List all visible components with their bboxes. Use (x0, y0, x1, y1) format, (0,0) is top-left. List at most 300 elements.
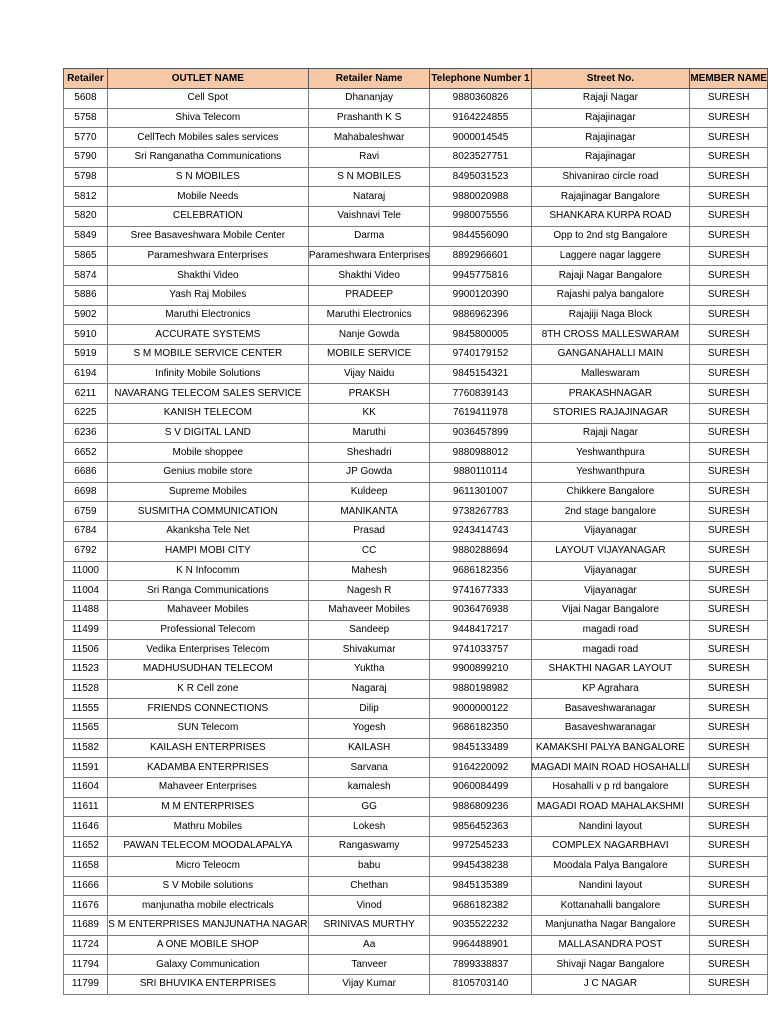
telephone-cell[interactable]: 9844556090 (430, 226, 531, 246)
outlet-name-cell[interactable]: ACCURATE SYSTEMS (107, 325, 308, 345)
table-row (64, 443, 768, 463)
telephone-cell[interactable]: 8495031523 (430, 167, 531, 187)
member-name-cell[interactable]: SURESH (690, 246, 768, 266)
retailer-id-cell[interactable]: 6652 (64, 443, 108, 463)
street-cell[interactable]: Rajaji Nagar (531, 423, 690, 443)
member-name-cell[interactable]: SURESH (690, 305, 768, 325)
street-cell[interactable]: SHANKARA KURPA ROAD (531, 207, 690, 227)
member-name-cell[interactable]: SURESH (690, 207, 768, 227)
retailer-id-cell[interactable]: 5798 (64, 167, 108, 187)
header-outlet-name[interactable]: OUTLET NAME (107, 69, 308, 89)
retailer-id-cell[interactable]: 6194 (64, 364, 108, 384)
retailer-id-cell[interactable]: 11646 (64, 817, 108, 837)
outlet-name-cell[interactable]: Mobile shoppee (107, 443, 308, 463)
member-name-cell[interactable]: SURESH (690, 600, 768, 620)
street-cell[interactable]: Basaveshwaranagar (531, 699, 690, 719)
street-cell[interactable]: Laggere nagar laggere (531, 246, 690, 266)
street-cell[interactable]: Vijai Nagar Bangalore (531, 600, 690, 620)
retailer-id-cell[interactable]: 5758 (64, 108, 108, 128)
outlet-name-cell[interactable]: SUSMITHA COMMUNICATION (107, 502, 308, 522)
retailer-id-cell[interactable]: 11499 (64, 620, 108, 640)
retailer-name-cell[interactable]: Aa (308, 935, 430, 955)
telephone-cell[interactable]: 8023527751 (430, 148, 531, 168)
member-name-cell[interactable]: SURESH (690, 719, 768, 739)
telephone-cell[interactable]: 9035522232 (430, 915, 531, 935)
telephone-cell[interactable]: 9845800005 (430, 325, 531, 345)
retailer-name-cell[interactable]: Darma (308, 226, 430, 246)
street-cell[interactable]: Vijayanagar (531, 522, 690, 542)
outlet-name-cell[interactable]: MADHUSUDHAN TELECOM (107, 659, 308, 679)
telephone-cell[interactable]: 9000000122 (430, 699, 531, 719)
telephone-cell[interactable]: 9741677333 (430, 581, 531, 601)
street-cell[interactable]: KAMAKSHI PALYA BANGALORE (531, 738, 690, 758)
header-street-no[interactable]: Street No. (531, 69, 690, 89)
telephone-cell[interactable]: 9964488901 (430, 935, 531, 955)
table-row (64, 148, 768, 168)
retailer-id-cell[interactable]: 5874 (64, 266, 108, 286)
retailer-name-cell[interactable]: Nataraj (308, 187, 430, 207)
retailer-id-cell[interactable]: 11004 (64, 581, 108, 601)
outlet-name-cell[interactable]: Mobile Needs (107, 187, 308, 207)
member-name-cell[interactable]: SURESH (690, 344, 768, 364)
retailer-name-cell[interactable]: KAILASH (308, 738, 430, 758)
street-cell[interactable]: Hosahalli v p rd bangalore (531, 778, 690, 798)
telephone-cell[interactable]: 9880288694 (430, 541, 531, 561)
outlet-name-cell[interactable]: K N Infocomm (107, 561, 308, 581)
outlet-name-cell[interactable]: Sri Ranga Communications (107, 581, 308, 601)
telephone-cell[interactable]: 9686182382 (430, 896, 531, 916)
telephone-cell[interactable]: 7899338837 (430, 955, 531, 975)
outlet-name-cell[interactable]: Maruthi Electronics (107, 305, 308, 325)
street-cell[interactable]: MAGADI MAIN ROAD HOSAHALLI (531, 758, 690, 778)
retailer-id-cell[interactable]: 11652 (64, 837, 108, 857)
retailer-id-cell[interactable]: 11676 (64, 896, 108, 916)
outlet-name-cell[interactable]: PAWAN TELECOM MOODALAPALYA (107, 837, 308, 857)
street-cell[interactable]: Yeshwanthpura (531, 443, 690, 463)
telephone-cell[interactable]: 9448417217 (430, 620, 531, 640)
telephone-cell[interactable]: 9243414743 (430, 522, 531, 542)
telephone-cell[interactable]: 9900120390 (430, 285, 531, 305)
table-row (64, 226, 768, 246)
outlet-name-cell[interactable]: Mahaveer Mobiles (107, 600, 308, 620)
street-cell[interactable]: Kottanahalli bangalore (531, 896, 690, 916)
retailer-id-cell[interactable]: 5849 (64, 226, 108, 246)
outlet-name-cell[interactable]: SUN Telecom (107, 719, 308, 739)
telephone-cell[interactable]: 9036476938 (430, 600, 531, 620)
member-name-cell[interactable]: SURESH (690, 876, 768, 896)
member-name-cell[interactable]: SURESH (690, 364, 768, 384)
retailer-name-cell[interactable]: Mahaveer Mobiles (308, 600, 430, 620)
table-row (64, 620, 768, 640)
table-row (64, 817, 768, 837)
telephone-cell[interactable]: 9886962396 (430, 305, 531, 325)
member-name-cell[interactable]: SURESH (690, 699, 768, 719)
retailer-name-cell[interactable]: Ravi (308, 148, 430, 168)
outlet-name-cell[interactable]: Professional Telecom (107, 620, 308, 640)
telephone-cell[interactable]: 7760839143 (430, 384, 531, 404)
telephone-cell[interactable]: 9845133489 (430, 738, 531, 758)
outlet-name-cell[interactable]: Shakthi Video (107, 266, 308, 286)
retailer-id-cell[interactable]: 5886 (64, 285, 108, 305)
member-name-cell[interactable]: SURESH (690, 974, 768, 994)
telephone-cell[interactable]: 9856452363 (430, 817, 531, 837)
outlet-name-cell[interactable]: CellTech Mobiles sales services (107, 128, 308, 148)
outlet-name-cell[interactable]: Supreme Mobiles (107, 482, 308, 502)
outlet-name-cell[interactable]: HAMPI MOBI CITY (107, 541, 308, 561)
outlet-name-cell[interactable]: SRI BHUVIKA ENTERPRISES (107, 974, 308, 994)
member-name-cell[interactable]: SURESH (690, 581, 768, 601)
telephone-cell[interactable]: 9164224855 (430, 108, 531, 128)
street-cell[interactable]: Rajaji Nagar (531, 89, 690, 109)
outlet-name-cell[interactable]: Vedika Enterprises Telecom (107, 640, 308, 660)
table-row (64, 325, 768, 345)
member-name-cell[interactable]: SURESH (690, 108, 768, 128)
retailer-id-cell[interactable]: 5919 (64, 344, 108, 364)
outlet-name-cell[interactable]: Micro Teleocm (107, 856, 308, 876)
street-cell[interactable]: Rajajinagar (531, 148, 690, 168)
outlet-name-cell[interactable]: Akanksha Tele Net (107, 522, 308, 542)
member-name-cell[interactable]: SURESH (690, 659, 768, 679)
retailer-id-cell[interactable]: 11523 (64, 659, 108, 679)
street-cell[interactable]: Shivanirao circle road (531, 167, 690, 187)
table-row (64, 404, 768, 424)
retailer-name-cell[interactable]: Maruthi Electronics (308, 305, 430, 325)
street-cell[interactable]: Rajaji Nagar Bangalore (531, 266, 690, 286)
street-cell[interactable]: J C NAGAR (531, 974, 690, 994)
outlet-name-cell[interactable]: A ONE MOBILE SHOP (107, 935, 308, 955)
retailer-name-cell[interactable]: MOBILE SERVICE (308, 344, 430, 364)
retailer-id-cell[interactable]: 11658 (64, 856, 108, 876)
retailer-name-cell[interactable]: CC (308, 541, 430, 561)
table-row (64, 659, 768, 679)
member-name-cell[interactable]: SURESH (690, 384, 768, 404)
member-name-cell[interactable]: SURESH (690, 423, 768, 443)
telephone-cell[interactable]: 9741033757 (430, 640, 531, 660)
outlet-name-cell[interactable]: manjunatha mobile electricals (107, 896, 308, 916)
retailer-id-cell[interactable]: 11565 (64, 719, 108, 739)
retailer-name-cell[interactable]: Sandeep (308, 620, 430, 640)
outlet-name-cell[interactable]: Galaxy Communication (107, 955, 308, 975)
street-cell[interactable]: PRAKASHNAGAR (531, 384, 690, 404)
member-name-cell[interactable]: SURESH (690, 443, 768, 463)
telephone-cell[interactable]: 9880198982 (430, 679, 531, 699)
retailer-id-cell[interactable]: 5902 (64, 305, 108, 325)
member-name-cell[interactable]: SURESH (690, 640, 768, 660)
outlet-name-cell[interactable]: Mathru Mobiles (107, 817, 308, 837)
street-cell[interactable]: Rajajiji Naga Block (531, 305, 690, 325)
header-retailer[interactable]: Retailer (64, 69, 108, 89)
retailer-name-cell[interactable]: Mahabaleshwar (308, 128, 430, 148)
telephone-cell[interactable]: 9686182350 (430, 719, 531, 739)
member-name-cell[interactable]: SURESH (690, 266, 768, 286)
street-cell[interactable]: Vijayanagar (531, 561, 690, 581)
street-cell[interactable]: MAGADI ROAD MAHALAKSHMI (531, 797, 690, 817)
member-name-cell[interactable]: SURESH (690, 778, 768, 798)
retailer-name-cell[interactable]: Chethan (308, 876, 430, 896)
street-cell[interactable]: Rajashi palya bangalore (531, 285, 690, 305)
retailer-name-cell[interactable]: SRINIVAS MURTHY (308, 915, 430, 935)
retailer-name-cell[interactable]: Shakthi Video (308, 266, 430, 286)
member-name-cell[interactable]: SURESH (690, 817, 768, 837)
outlet-name-cell[interactable]: Parameshwara Enterprises (107, 246, 308, 266)
telephone-cell[interactable]: 9945775816 (430, 266, 531, 286)
retailer-id-cell[interactable]: 5910 (64, 325, 108, 345)
telephone-cell[interactable]: 9900899210 (430, 659, 531, 679)
retailer-name-cell[interactable]: Prasad (308, 522, 430, 542)
street-cell[interactable]: Moodala Palya Bangalore (531, 856, 690, 876)
street-cell[interactable]: Chikkere Bangalore (531, 482, 690, 502)
table-row (64, 246, 768, 266)
retailer-name-cell[interactable]: Tanveer (308, 955, 430, 975)
retailer-name-cell[interactable]: Shivakumar (308, 640, 430, 660)
table-row (64, 463, 768, 483)
retailer-name-cell[interactable]: PRAKSH (308, 384, 430, 404)
spreadsheet (63, 68, 768, 995)
member-name-cell[interactable]: SURESH (690, 620, 768, 640)
retailer-id-cell[interactable]: 6211 (64, 384, 108, 404)
retailer-id-cell[interactable]: 5770 (64, 128, 108, 148)
street-cell[interactable]: Nandini layout (531, 817, 690, 837)
retailer-id-cell[interactable]: 5820 (64, 207, 108, 227)
retailer-name-cell[interactable]: JP Gowda (308, 463, 430, 483)
outlet-name-cell[interactable]: Sree Basaveshwara Mobile Center (107, 226, 308, 246)
retailer-id-cell[interactable]: 6792 (64, 541, 108, 561)
outlet-name-cell[interactable]: Yash Raj Mobiles (107, 285, 308, 305)
retailer-id-cell[interactable]: 5608 (64, 89, 108, 109)
telephone-cell[interactable]: 9980075556 (430, 207, 531, 227)
retailer-name-cell[interactable]: kamalesh (308, 778, 430, 798)
street-cell[interactable]: COMPLEX NAGARBHAVI (531, 837, 690, 857)
member-name-cell[interactable]: SURESH (690, 837, 768, 857)
outlet-name-cell[interactable]: KANISH TELECOM (107, 404, 308, 424)
retailer-name-cell[interactable]: Dilip (308, 699, 430, 719)
outlet-name-cell[interactable]: CELEBRATION (107, 207, 308, 227)
outlet-name-cell[interactable]: S M MOBILE SERVICE CENTER (107, 344, 308, 364)
retailer-name-cell[interactable]: Dhananjay (308, 89, 430, 109)
retailer-name-cell[interactable]: Nagaraj (308, 679, 430, 699)
retailer-name-cell[interactable]: Kuldeep (308, 482, 430, 502)
telephone-cell[interactable]: 9845135389 (430, 876, 531, 896)
table-row (64, 915, 768, 935)
street-cell[interactable]: Rajajinagar Bangalore (531, 187, 690, 207)
telephone-cell[interactable]: 9164220092 (430, 758, 531, 778)
outlet-name-cell[interactable]: M M ENTERPRISES (107, 797, 308, 817)
outlet-name-cell[interactable]: Shiva Telecom (107, 108, 308, 128)
telephone-cell[interactable]: 7619411978 (430, 404, 531, 424)
retailer-name-cell[interactable]: Nanje Gowda (308, 325, 430, 345)
member-name-cell[interactable]: SURESH (690, 679, 768, 699)
table-row (64, 167, 768, 187)
table-row (64, 837, 768, 857)
street-cell[interactable]: Opp to 2nd stg Bangalore (531, 226, 690, 246)
retailer-id-cell[interactable]: 6686 (64, 463, 108, 483)
street-cell[interactable]: magadi road (531, 620, 690, 640)
retailer-id-cell[interactable]: 11611 (64, 797, 108, 817)
member-name-cell[interactable]: SURESH (690, 128, 768, 148)
outlet-name-cell[interactable]: S M ENTERPRISES MANJUNATHA NAGAR (107, 915, 308, 935)
retailer-name-cell[interactable]: Vinod (308, 896, 430, 916)
outlet-name-cell[interactable]: KADAMBA ENTERPRISES (107, 758, 308, 778)
telephone-cell[interactable]: 9845154321 (430, 364, 531, 384)
retailer-id-cell[interactable]: 11666 (64, 876, 108, 896)
member-name-cell[interactable]: SURESH (690, 482, 768, 502)
street-cell[interactable]: Malleswaram (531, 364, 690, 384)
retailer-name-cell[interactable]: Parameshwara Enterprises (308, 246, 430, 266)
retailer-name-cell[interactable]: Vijay Naidu (308, 364, 430, 384)
member-name-cell[interactable]: SURESH (690, 915, 768, 935)
member-name-cell[interactable]: SURESH (690, 955, 768, 975)
member-name-cell[interactable]: SURESH (690, 797, 768, 817)
retailer-id-cell[interactable]: 6236 (64, 423, 108, 443)
member-name-cell[interactable]: SURESH (690, 89, 768, 109)
table-row (64, 285, 768, 305)
table-row (64, 719, 768, 739)
outlet-name-cell[interactable]: S V DIGITAL LAND (107, 423, 308, 443)
street-cell[interactable]: Manjunatha Nagar Bangalore (531, 915, 690, 935)
retailer-id-cell[interactable]: 5812 (64, 187, 108, 207)
retailer-name-cell[interactable]: Yogesh (308, 719, 430, 739)
retailer-id-cell[interactable]: 6698 (64, 482, 108, 502)
outlet-name-cell[interactable]: Cell Spot (107, 89, 308, 109)
retailer-name-cell[interactable]: Vijay Kumar (308, 974, 430, 994)
table-row (64, 89, 768, 109)
street-cell[interactable]: MALLASANDRA POST (531, 935, 690, 955)
member-name-cell[interactable]: SURESH (690, 502, 768, 522)
retailer-id-cell[interactable]: 11555 (64, 699, 108, 719)
street-cell[interactable]: SHAKTHI NAGAR LAYOUT (531, 659, 690, 679)
retailer-id-cell[interactable]: 6759 (64, 502, 108, 522)
retailer-id-cell[interactable]: 11582 (64, 738, 108, 758)
retailer-name-cell[interactable]: S N MOBILES (308, 167, 430, 187)
telephone-cell[interactable]: 9740179152 (430, 344, 531, 364)
retailer-name-cell[interactable]: PRADEEP (308, 285, 430, 305)
outlet-name-cell[interactable]: FRIENDS CONNECTIONS (107, 699, 308, 719)
telephone-cell[interactable]: 9945438238 (430, 856, 531, 876)
retailer-id-cell[interactable]: 11488 (64, 600, 108, 620)
header-member-name[interactable]: MEMBER NAME (690, 69, 768, 89)
street-cell[interactable]: Vijayanagar (531, 581, 690, 601)
member-name-cell[interactable]: SURESH (690, 226, 768, 246)
outlet-name-cell[interactable]: S V Mobile solutions (107, 876, 308, 896)
outlet-name-cell[interactable]: S N MOBILES (107, 167, 308, 187)
member-name-cell[interactable]: SURESH (690, 325, 768, 345)
street-cell[interactable]: KP Agrahara (531, 679, 690, 699)
telephone-cell[interactable]: 9738267783 (430, 502, 531, 522)
outlet-name-cell[interactable]: Sri Ranganatha Communications (107, 148, 308, 168)
member-name-cell[interactable]: SURESH (690, 522, 768, 542)
street-cell[interactable]: Basaveshwaranagar (531, 719, 690, 739)
street-cell[interactable]: Nandini layout (531, 876, 690, 896)
member-name-cell[interactable]: SURESH (690, 561, 768, 581)
retailer-id-cell[interactable]: 11506 (64, 640, 108, 660)
member-name-cell[interactable]: SURESH (690, 738, 768, 758)
retailer-id-cell[interactable]: 5790 (64, 148, 108, 168)
member-name-cell[interactable]: SURESH (690, 758, 768, 778)
outlet-name-cell[interactable]: KAILASH ENTERPRISES (107, 738, 308, 758)
street-cell[interactable]: 8TH CROSS MALLESWARAM (531, 325, 690, 345)
header-retailer-name[interactable]: Retailer Name (308, 69, 430, 89)
retailer-name-cell[interactable]: Sheshadri (308, 443, 430, 463)
retailer-id-cell[interactable]: 11000 (64, 561, 108, 581)
street-cell[interactable]: LAYOUT VIJAYANAGAR (531, 541, 690, 561)
outlet-name-cell[interactable]: Mahaveer Enterprises (107, 778, 308, 798)
member-name-cell[interactable]: SURESH (690, 935, 768, 955)
telephone-cell[interactable]: 9880360826 (430, 89, 531, 109)
retailer-name-cell[interactable]: Prashanth K S (308, 108, 430, 128)
street-cell[interactable]: Yeshwanthpura (531, 463, 690, 483)
outlet-name-cell[interactable]: K R Cell zone (107, 679, 308, 699)
retailer-name-cell[interactable]: Lokesh (308, 817, 430, 837)
retailer-id-cell[interactable]: 11528 (64, 679, 108, 699)
retailer-name-cell[interactable]: Maruthi (308, 423, 430, 443)
street-cell[interactable]: STORIES RAJAJINAGAR (531, 404, 690, 424)
telephone-cell[interactable]: 9611301007 (430, 482, 531, 502)
telephone-cell[interactable]: 9000014545 (430, 128, 531, 148)
outlet-name-cell[interactable]: Genius mobile store (107, 463, 308, 483)
retailer-id-cell[interactable]: 11799 (64, 974, 108, 994)
retailer-id-cell[interactable]: 5865 (64, 246, 108, 266)
member-name-cell[interactable]: SURESH (690, 896, 768, 916)
retailer-id-cell[interactable]: 11604 (64, 778, 108, 798)
street-cell[interactable]: Rajajinagar (531, 108, 690, 128)
street-cell[interactable]: Shivaji Nagar Bangalore (531, 955, 690, 975)
telephone-cell[interactable]: 8105703140 (430, 974, 531, 994)
telephone-cell[interactable]: 9880020988 (430, 187, 531, 207)
member-name-cell[interactable]: SURESH (690, 167, 768, 187)
retailer-name-cell[interactable]: KK (308, 404, 430, 424)
retailer-id-cell[interactable]: 6784 (64, 522, 108, 542)
member-name-cell[interactable]: SURESH (690, 856, 768, 876)
outlet-name-cell[interactable]: Infinity Mobile Solutions (107, 364, 308, 384)
outlet-name-cell[interactable]: NAVARANG TELECOM SALES SERVICE (107, 384, 308, 404)
retailer-name-cell[interactable]: MANIKANTA (308, 502, 430, 522)
telephone-cell[interactable]: 9686182356 (430, 561, 531, 581)
retailer-name-cell[interactable]: Yuktha (308, 659, 430, 679)
member-name-cell[interactable]: SURESH (690, 404, 768, 424)
retailer-id-cell[interactable]: 11591 (64, 758, 108, 778)
retailer-id-cell[interactable]: 6225 (64, 404, 108, 424)
retailer-name-cell[interactable]: GG (308, 797, 430, 817)
member-name-cell[interactable]: SURESH (690, 187, 768, 207)
retailer-name-cell[interactable]: Vaishnavi Tele (308, 207, 430, 227)
header-telephone[interactable]: Telephone Number 1 (430, 69, 531, 89)
telephone-cell[interactable]: 9972545233 (430, 837, 531, 857)
retailer-name-cell[interactable]: Sarvana (308, 758, 430, 778)
telephone-cell[interactable]: 9880110114 (430, 463, 531, 483)
telephone-cell[interactable]: 9060084499 (430, 778, 531, 798)
telephone-cell[interactable]: 8892966601 (430, 246, 531, 266)
telephone-cell[interactable]: 9880988012 (430, 443, 531, 463)
member-name-cell[interactable]: SURESH (690, 541, 768, 561)
member-name-cell[interactable]: SURESH (690, 285, 768, 305)
street-cell[interactable]: magadi road (531, 640, 690, 660)
retailer-id-cell[interactable]: 11794 (64, 955, 108, 975)
member-name-cell[interactable]: SURESH (690, 463, 768, 483)
retailer-name-cell[interactable]: babu (308, 856, 430, 876)
member-name-cell[interactable]: SURESH (690, 148, 768, 168)
telephone-cell[interactable]: 9036457899 (430, 423, 531, 443)
retailer-id-cell[interactable]: 11724 (64, 935, 108, 955)
street-cell[interactable]: GANGANAHALLI MAIN (531, 344, 690, 364)
telephone-cell[interactable]: 9886809236 (430, 797, 531, 817)
street-cell[interactable]: Rajajinagar (531, 128, 690, 148)
street-cell[interactable]: 2nd stage bangalore (531, 502, 690, 522)
retailer-id-cell[interactable]: 11689 (64, 915, 108, 935)
table-row (64, 187, 768, 207)
retailer-name-cell[interactable]: Rangaswamy (308, 837, 430, 857)
retailer-name-cell[interactable]: Mahesh (308, 561, 430, 581)
retailer-name-cell[interactable]: Nagesh R (308, 581, 430, 601)
